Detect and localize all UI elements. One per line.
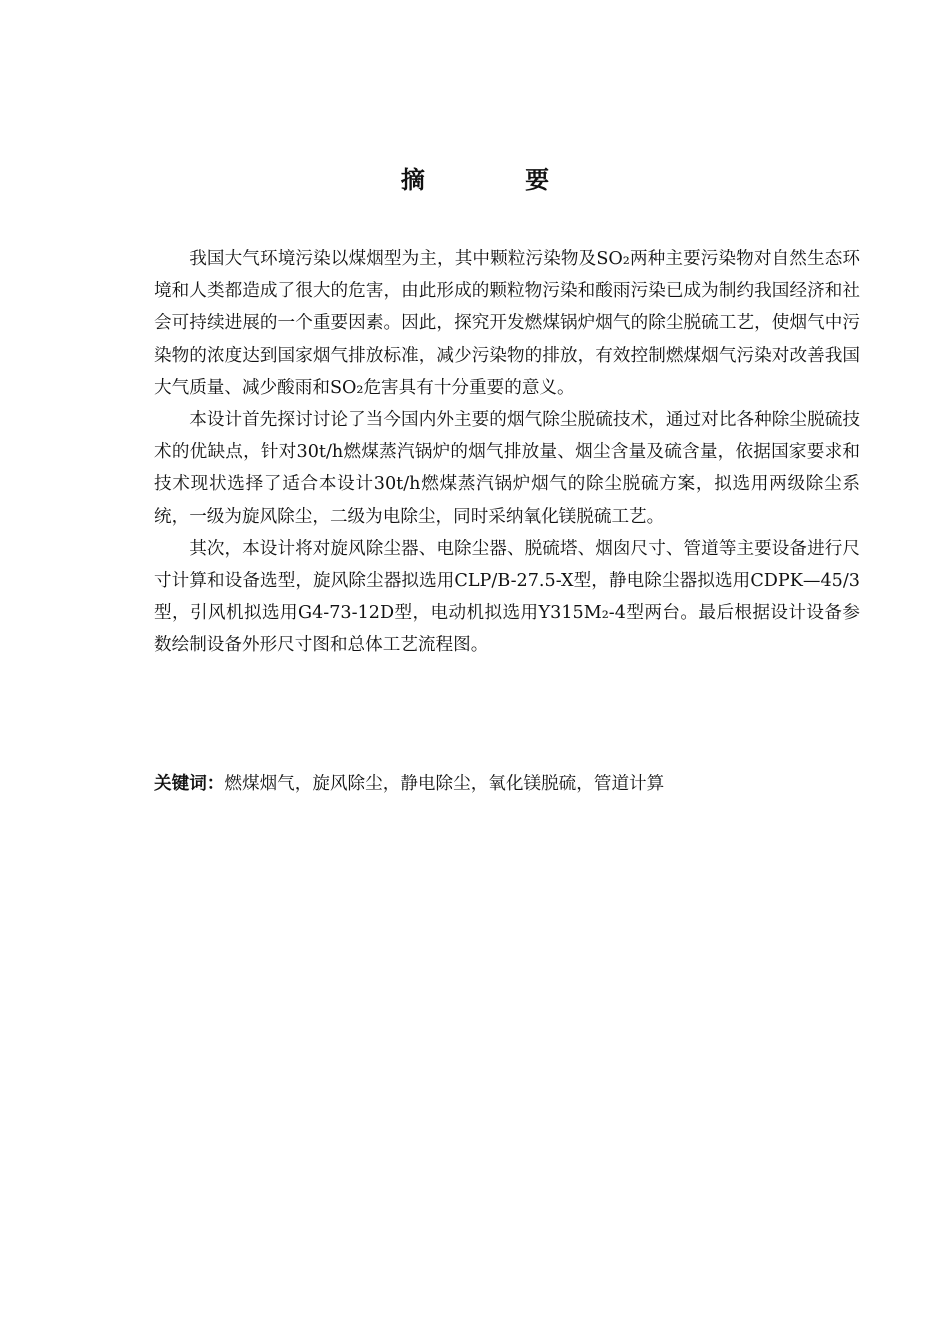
abstract-body xyxy=(154,243,860,662)
keywords-line xyxy=(154,768,860,800)
abstract-paragraph-2: 本设计首先探讨讨论了当今国内外主要的烟气除尘脱硫技术，通过对比各种除尘脱硫技术的优缺点，针对30t/h燃煤蒸汽锅炉的烟气排放量、烟尘含量及硫含量，依据国家要求和技术现状选择了适合本设计30t/h燃煤蒸汽锅炉烟气的除尘脱硫方案，拟选用两级除尘系统，一级为旋风除尘，二级为电除尘，同时采纳氧化镁脱硫工艺。 xyxy=(154,410,860,527)
abstract-paragraph-1: 我国大气环境污染以煤烟型为主，其中颗粒污染物及SO₂两种主要污染物对自然生态环境和人类都造成了很大的危害，由此形成的颗粒物污染和酸雨污染已成为制约我国经济和社会可持续进展的一个重要因素。因此，探究开发燃煤锅炉烟气的除尘脱硫工艺，使烟气中污染物的浓度达到国家烟气排放标准，减少污染物的排放，有效控制燃煤烟气污染对改善我国大气质量、减少酸雨和SO₂危害具有十分重要的意义。 xyxy=(154,249,860,398)
keywords-text: 燃煤烟气，旋风除尘，静电除尘，氧化镁脱硫，管道计算 xyxy=(224,774,665,794)
abstract-paragraph-3: 其次，本设计将对旋风除尘器、电除尘器、脱硫塔、烟囱尺寸、管道等主要设备进行尺寸计算和设备选型，旋风除尘器拟选用CLP/B-27.5-X型，静电除尘器拟选用CDPK—45/3型，引风机拟选用G4-73-12D型，电动机拟选用Y315M₂-4型两台。最后根据设计设备参数绘制设备外形尺寸图和总体工艺流程图。 xyxy=(154,538,860,656)
keywords-label: 关键词： xyxy=(154,774,225,794)
abstract-title: 摘 要 xyxy=(400,166,596,194)
